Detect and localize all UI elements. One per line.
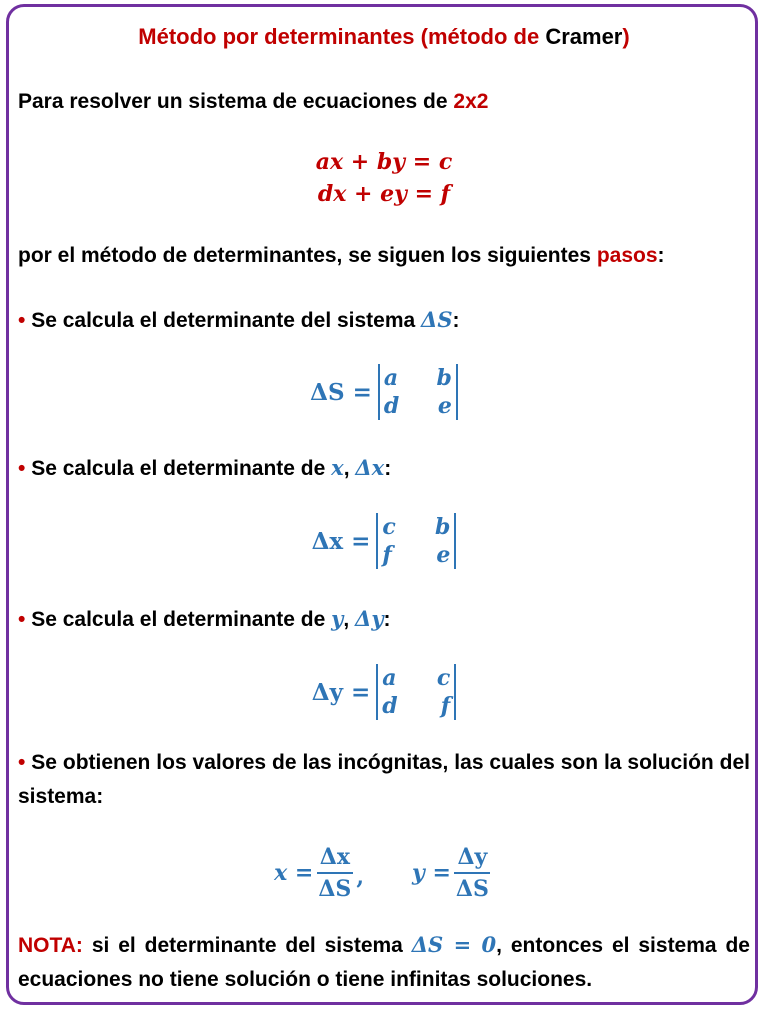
steps-intro-highlight: pasos [596, 244, 658, 267]
matrix-y-cell: c [436, 665, 451, 691]
matrix-s-cell: a [383, 365, 399, 391]
note-label: NOTA: [18, 934, 83, 957]
note-text2: , entonces el sistema de ecuaciones no tiene solución o tiene infinitas soluciones. [18, 934, 750, 991]
matrix-x [376, 513, 456, 569]
step4-text: Se obtienen los valores de las incógnitas, las cuales son la solución del sistema: [18, 751, 750, 808]
step2-end: : [384, 457, 392, 480]
determinant-x [0, 511, 768, 571]
step3-text: Se calcula el determinante de [25, 608, 332, 631]
fraction-y-denominator: ΔS [455, 876, 489, 902]
matrix-x-cell: e [436, 542, 451, 568]
determinant-y [0, 662, 768, 722]
fraction-y-numerator: Δy [454, 842, 490, 874]
fraction-x-numerator: Δx [317, 842, 353, 874]
step3-var: y [331, 606, 344, 631]
step4-paragraph [18, 746, 750, 814]
step1-end: : [452, 309, 460, 332]
steps-intro-line [18, 244, 665, 268]
matrix-s-cell: b [436, 365, 452, 391]
matrix-s-cell: e [437, 393, 452, 419]
equation-2: dx + ey = f [317, 181, 451, 207]
title-part1: Método por determinantes (método de [138, 24, 546, 49]
steps-intro-end: : [657, 244, 665, 267]
title-part3: ) [622, 24, 630, 49]
matrix-y-cell: d [382, 693, 398, 719]
bullet-icon: • [18, 751, 26, 774]
matrix-s-cell: d [383, 393, 400, 419]
intro-text: Para resolver un sistema de ecuaciones de [18, 90, 454, 113]
matrix-s [378, 364, 458, 420]
step2-text: Se calcula el determinante de [25, 457, 332, 480]
determinant-s [0, 362, 768, 422]
step3-sep: , [343, 608, 356, 631]
solution-x-lhs: x = [274, 860, 314, 886]
matrix-x-cell: f [382, 542, 392, 568]
fraction-x-denominator: ΔS [318, 876, 352, 902]
matrix-x-cell: c [382, 514, 396, 540]
solution-y-lhs: y = [412, 860, 451, 886]
intro-highlight: 2x2 [453, 90, 489, 113]
determinant-s-lhs: ΔS = [310, 378, 372, 406]
matrix-y [376, 664, 456, 720]
solution-comma: , [356, 864, 364, 890]
matrix-y-cell: f [440, 693, 451, 719]
equation-1: ax + by = c [315, 149, 453, 175]
bullet-icon: • [18, 608, 26, 631]
matrix-y-cell: a [382, 665, 397, 691]
note-paragraph [18, 928, 750, 997]
step3-symbol: Δy [355, 606, 384, 631]
step3-line [18, 606, 391, 632]
determinant-y-lhs: Δy = [311, 678, 371, 706]
step3-end: : [383, 608, 391, 631]
fraction-y [453, 842, 492, 904]
step2-line [18, 455, 391, 481]
title-cramer: Cramer [545, 24, 623, 49]
bullet-icon: • [18, 309, 26, 332]
steps-intro-text: por el método de determinantes, se siguen los siguientes [18, 244, 597, 267]
fraction-x [315, 842, 354, 904]
step2-sep: , [343, 457, 356, 480]
matrix-x-cell: b [435, 514, 451, 540]
step2-symbol: Δx [355, 455, 385, 480]
step1-line [18, 307, 460, 333]
system-equations [0, 146, 768, 210]
step2-var: x [331, 455, 344, 480]
step1-text: Se calcula el determinante del sistema [25, 309, 422, 332]
solution-formulas [0, 838, 768, 908]
step1-symbol: ΔS [421, 307, 453, 332]
determinant-x-lhs: Δx = [311, 527, 371, 555]
note-formula: ΔS = 0 [411, 932, 497, 957]
intro-line [18, 90, 488, 114]
note-text1: si el determinante del sistema [82, 934, 412, 957]
page-title [0, 24, 768, 50]
bullet-icon: • [18, 457, 26, 480]
